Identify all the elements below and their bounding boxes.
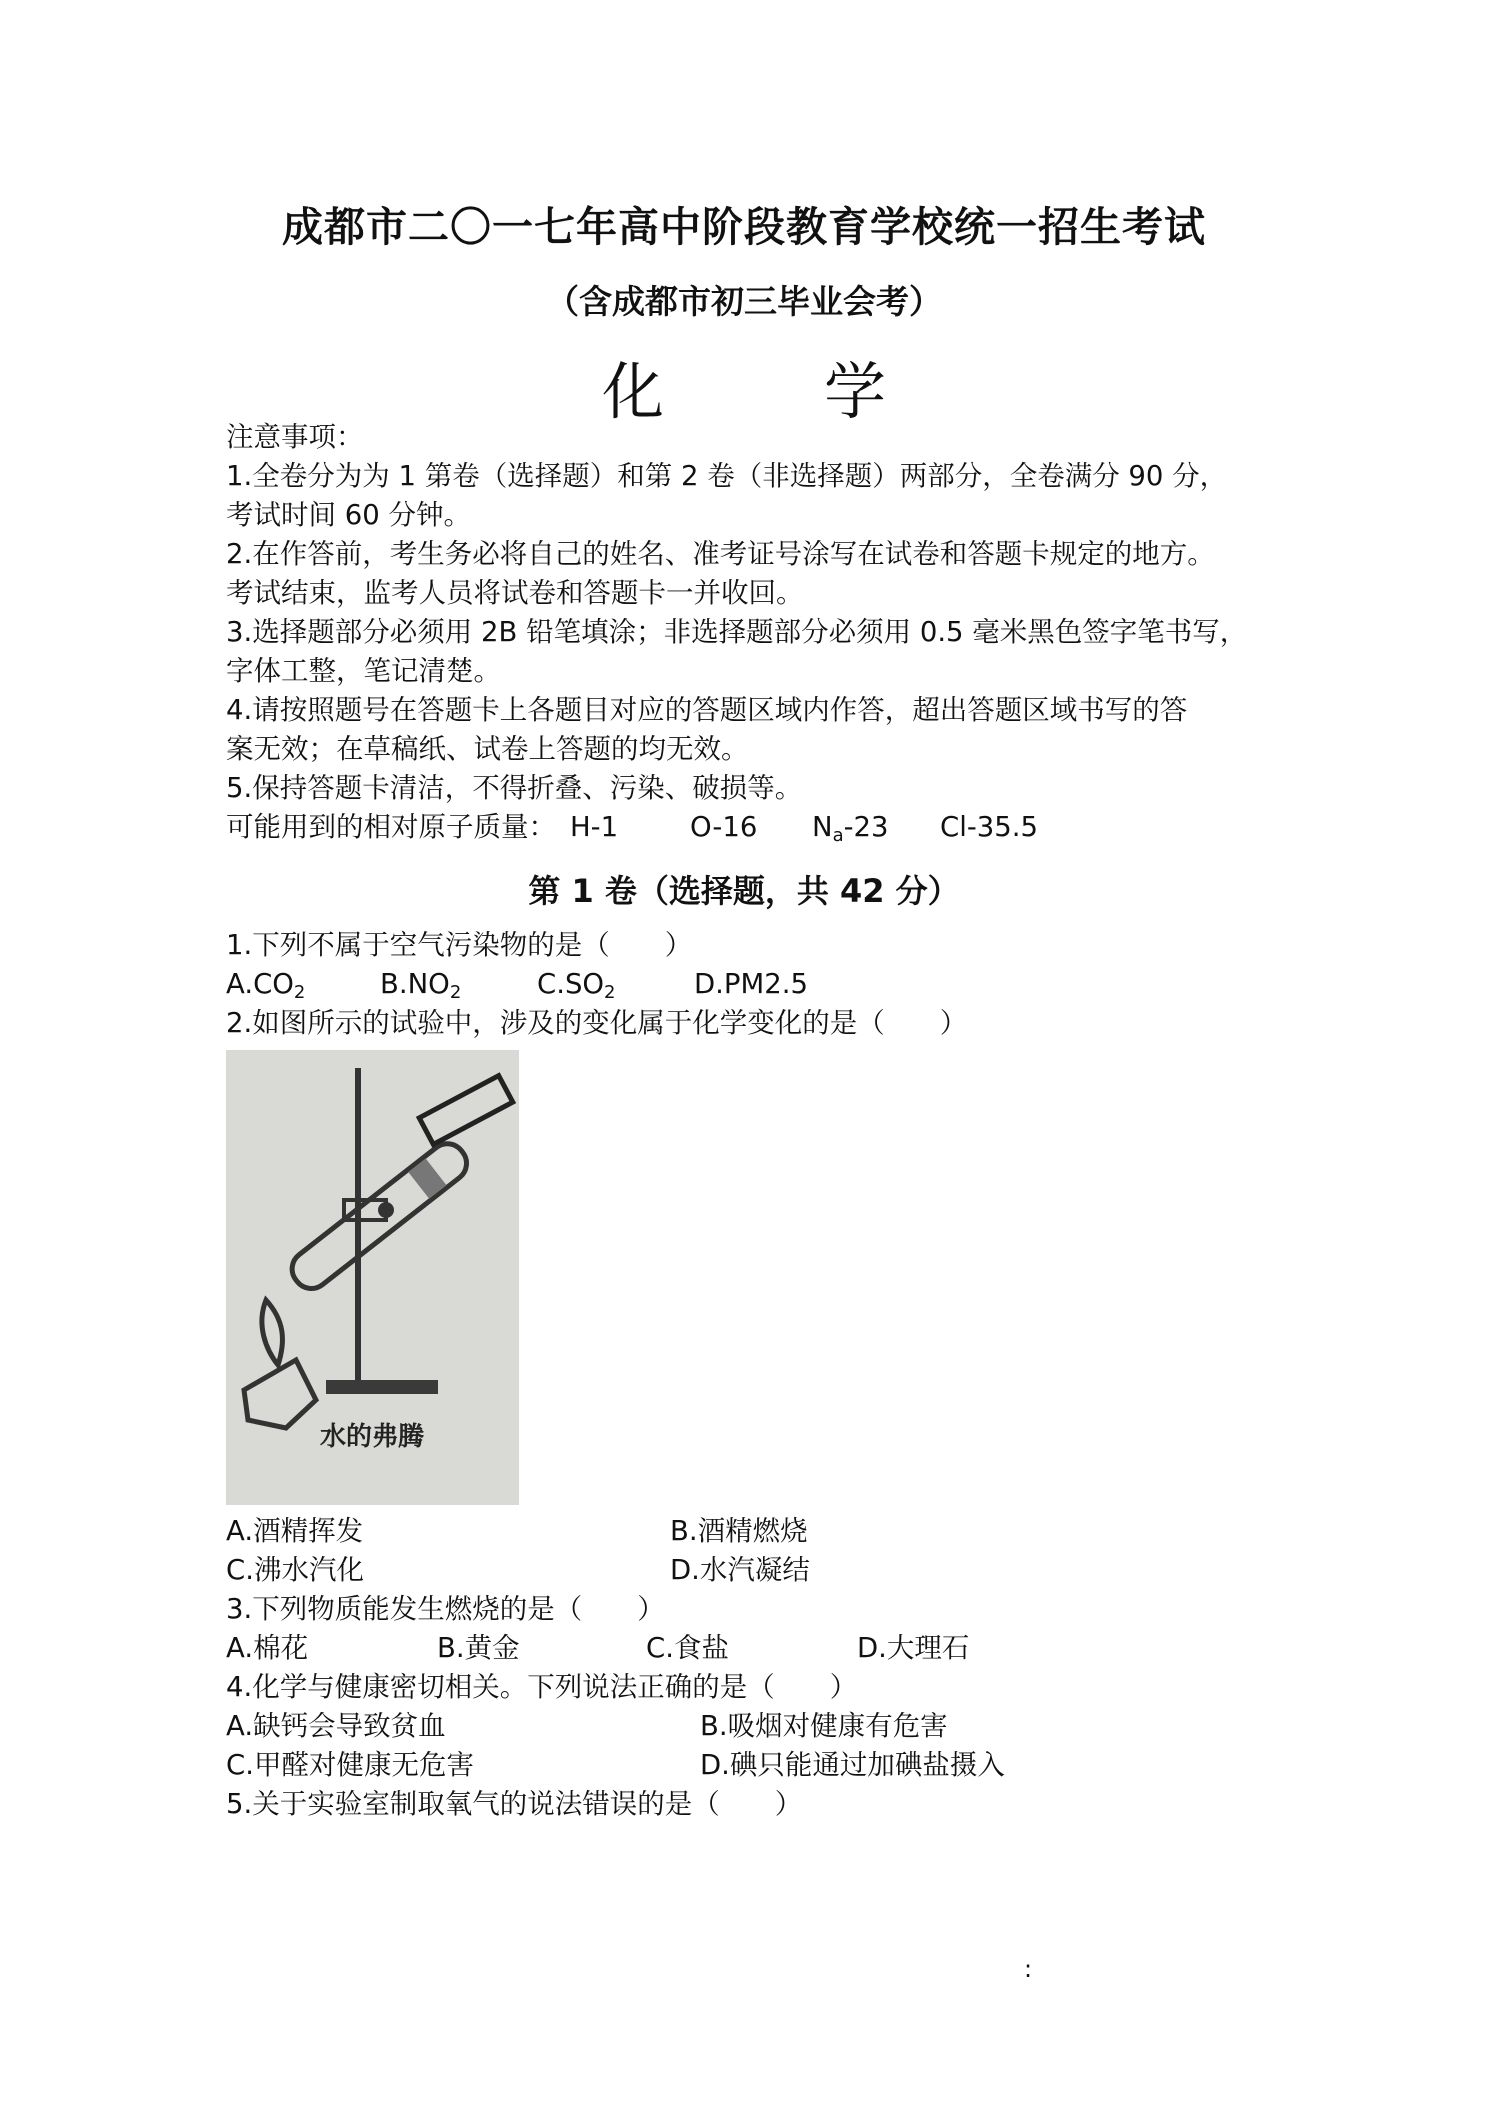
q4-option-a: A.缺钙会导致贫血 bbox=[226, 1710, 446, 1742]
notes-line: 1.全卷分为为 1 第卷（选择题）和第 2 卷（非选择题）两部分，全卷满分 90 分， bbox=[226, 460, 1228, 492]
q2-option-c: C.沸水汽化 bbox=[226, 1554, 364, 1586]
q3-option-a: A.棉花 bbox=[226, 1632, 309, 1664]
atomic-mass-o: O-16 bbox=[690, 811, 758, 843]
experiment-figure bbox=[226, 1050, 519, 1505]
notes-line: 5.保持答题卡清洁，不得折叠、污染、破损等。 bbox=[226, 772, 803, 804]
notes-line: 考试时间 60 分钟。 bbox=[226, 499, 471, 531]
notes-heading: 注意事项： bbox=[226, 421, 364, 453]
section-1-title: 第 1 卷（选择题，共 42 分） bbox=[528, 872, 960, 910]
atomic-mass-na: $N_a-23$ bbox=[812, 811, 889, 846]
notes-line: 考试结束，监考人员将试卷和答题卡一并收回。 bbox=[226, 577, 804, 609]
q2-option-b: B.酒精燃烧 bbox=[670, 1515, 808, 1547]
question-2-stem: 2.如图所示的试验中，涉及的变化属于化学变化的是（ ） bbox=[226, 1007, 968, 1039]
q3-option-b: B.黄金 bbox=[437, 1632, 520, 1664]
experiment-figure-drawing bbox=[226, 1050, 519, 1505]
q1-option-c: $C.SO_2$ bbox=[537, 968, 616, 1003]
question-3-stem: 3.下列物质能发生燃烧的是（ ） bbox=[226, 1593, 665, 1625]
notes-line: 字体工整，笔记清楚。 bbox=[226, 655, 501, 687]
notes-line: 3.选择题部分必须用 2B 铅笔填涂；非选择题部分必须用 0.5 毫米黑色签字笔书写， bbox=[226, 616, 1248, 648]
subject-title bbox=[0, 342, 1488, 431]
footer-mark: : bbox=[1024, 1955, 1033, 1983]
figure-caption: 水的弗腾 bbox=[319, 1422, 425, 1452]
question-1-stem: 1.下列不属于空气污染物的是（ ） bbox=[226, 929, 693, 961]
q3-option-d: D.大理石 bbox=[857, 1632, 970, 1664]
question-4-stem: 4.化学与健康密切相关。下列说法正确的是（ ） bbox=[226, 1671, 858, 1703]
subject-char-left: 化 bbox=[601, 355, 664, 428]
q3-option-c: C.食盐 bbox=[646, 1632, 729, 1664]
q4-option-c: C.甲醛对健康无危害 bbox=[226, 1749, 474, 1781]
q2-option-d: D.水汽凝结 bbox=[670, 1554, 810, 1586]
q4-option-d: D.碘只能通过加碘盐摄入 bbox=[700, 1749, 1005, 1781]
exam-subtitle: （含成都市初三毕业会考） bbox=[546, 282, 942, 321]
question-5-stem: 5.关于实验室制取氧气的说法错误的是（ ） bbox=[226, 1788, 803, 1820]
atomic-mass-cl: Cl-35.5 bbox=[940, 811, 1038, 843]
atomic-mass-label: 可能用到的相对原子质量： bbox=[226, 811, 556, 843]
notes-line: 案无效；在草稿纸、试卷上答题的均无效。 bbox=[226, 733, 749, 765]
q1-option-a: $A.CO_2$ bbox=[226, 968, 306, 1003]
notes-line: 4.请按照题号在答题卡上各题目对应的答题区域内作答，超出答题区域书写的答 bbox=[226, 694, 1188, 726]
q2-option-a: A.酒精挥发 bbox=[226, 1515, 364, 1547]
iron-stand-base bbox=[326, 1380, 438, 1394]
notes-line: 2.在作答前，考生务必将自己的姓名、准考证号涂写在试卷和答题卡规定的地方。 bbox=[226, 538, 1215, 570]
exam-title: 成都市二〇一七年高中阶段教育学校统一招生考试 bbox=[282, 203, 1206, 251]
subject-char-right: 学 bbox=[824, 355, 887, 428]
q1-option-d: D.PM2.5 bbox=[694, 968, 808, 1000]
q1-option-b: $B.NO_2$ bbox=[380, 968, 462, 1003]
atomic-mass-h: H-1 bbox=[570, 811, 619, 843]
q4-option-b: B.吸烟对健康有危害 bbox=[700, 1710, 948, 1742]
